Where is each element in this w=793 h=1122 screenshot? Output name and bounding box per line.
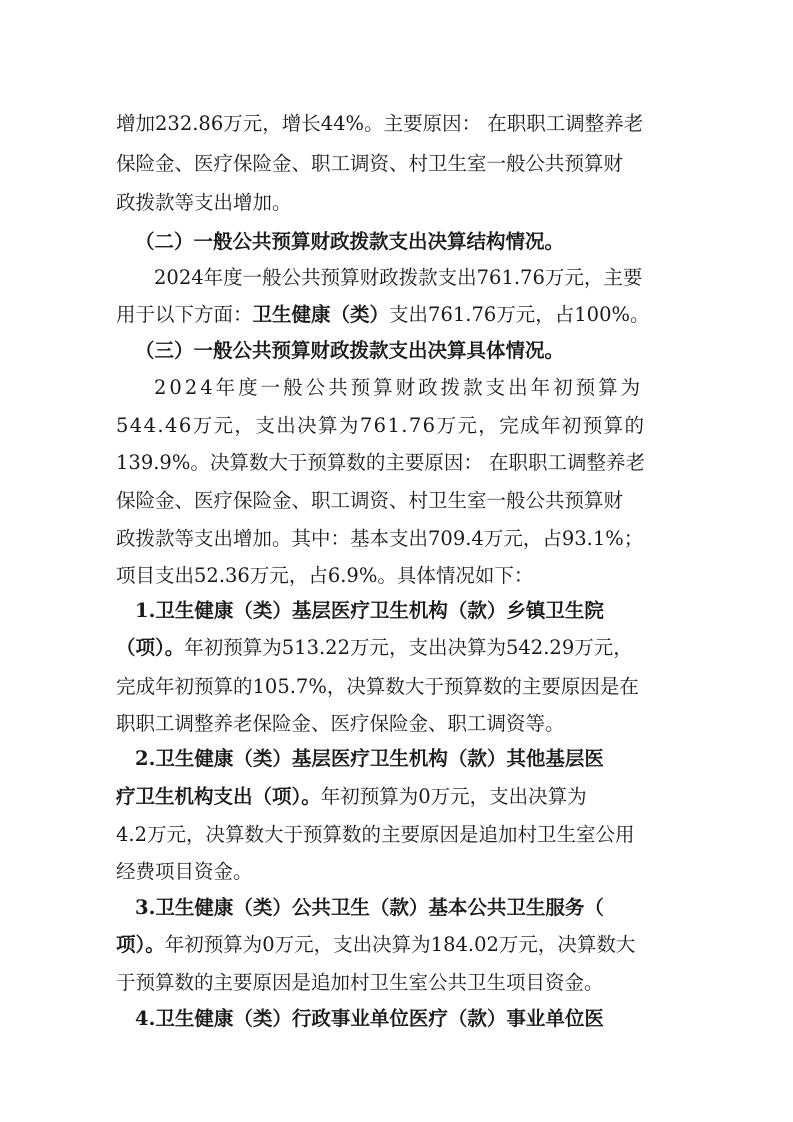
- paragraph-line: 4.2万元，决算数大于预算数的主要原因是追加村卫生室公用: [116, 823, 635, 846]
- paragraph-line: 职职工调整养老保险金、医疗保险金、职工调资等。: [116, 712, 565, 735]
- text-run: 支出761.76万元，占100%。: [389, 303, 650, 326]
- paragraph-line: 经费项目资金。: [116, 860, 253, 883]
- paragraph-line: 完成年初预算的105.7%，决算数大于预算数的主要原因是在: [116, 675, 639, 698]
- paragraph-line: 政拨款等支出增加。: [116, 191, 292, 214]
- paragraph-line: 保险金、医疗保险金、职工调资、村卫生室一般公共预算财: [116, 152, 624, 175]
- text-run: 年初预算为0万元，支出决算为184.02万元，决算数大: [164, 933, 636, 956]
- bold-text-run: 项）。: [116, 933, 165, 956]
- paragraph-line: [116, 933, 686, 957]
- paragraph-line: [116, 303, 686, 327]
- text-run: 年初预算为0万元，支出决算为: [320, 785, 587, 808]
- paragraph-line: 139.9%。决算数大于预算数的主要原因： 在职职工调整养老: [116, 451, 646, 474]
- item-2-heading: 2.卫生健康（类）基层医疗卫生机构（款）其他基层医: [135, 747, 604, 770]
- paragraph-line: 2024年度一般公共预算财政拨款支出761.76万元，主要: [154, 266, 643, 289]
- text-run: 年初预算为513.22万元，支出决算为542.29万元，: [184, 636, 633, 659]
- paragraph-line: 保险金、医疗保险金、职工调资、村卫生室一般公共预算财: [116, 489, 624, 512]
- paragraph-line: [116, 636, 686, 660]
- paragraph-line: 544.46万元，支出决算为761.76万元，完成年初预算的: [116, 414, 646, 437]
- paragraph-line: 项目支出52.36万元，占6.9%。具体情况如下：: [116, 564, 534, 587]
- item-3-heading: 3.卫生健康（类）公共卫生（款）基本公共卫生服务（: [135, 896, 604, 919]
- section-heading-3: （三）一般公共预算财政拨款支出决算具体情况。: [135, 339, 565, 362]
- item-1-heading: 1.卫生健康（类）基层医疗卫生机构（款）乡镇卫生院: [135, 599, 604, 622]
- paragraph-line: 2024年度一般公共预算财政拨款支出年初预算为: [154, 376, 644, 399]
- bold-text-run: 卫生健康（类）: [252, 303, 390, 326]
- item-4-heading: 4.卫生健康（类）行政事业单位医疗（款）事业单位医: [135, 1007, 604, 1030]
- paragraph-line: [116, 785, 686, 809]
- paragraph-line: 政拨款等支出增加。其中：基本支出709.4万元，占93.1%；: [116, 527, 644, 550]
- bold-text-run: （项）。: [116, 636, 185, 659]
- section-heading-2: （二）一般公共预算财政拨款支出决算结构情况。: [135, 230, 565, 253]
- paragraph-line: 于预算数的主要原因是追加村卫生室公共卫生项目资金。: [116, 971, 604, 994]
- text-run: 用于以下方面：: [116, 303, 253, 326]
- paragraph-line: 增加232.86万元，增长44%。主要原因： 在职职工调整养老: [116, 112, 644, 135]
- bold-text-run: 疗卫生机构支出（项）。: [116, 785, 321, 808]
